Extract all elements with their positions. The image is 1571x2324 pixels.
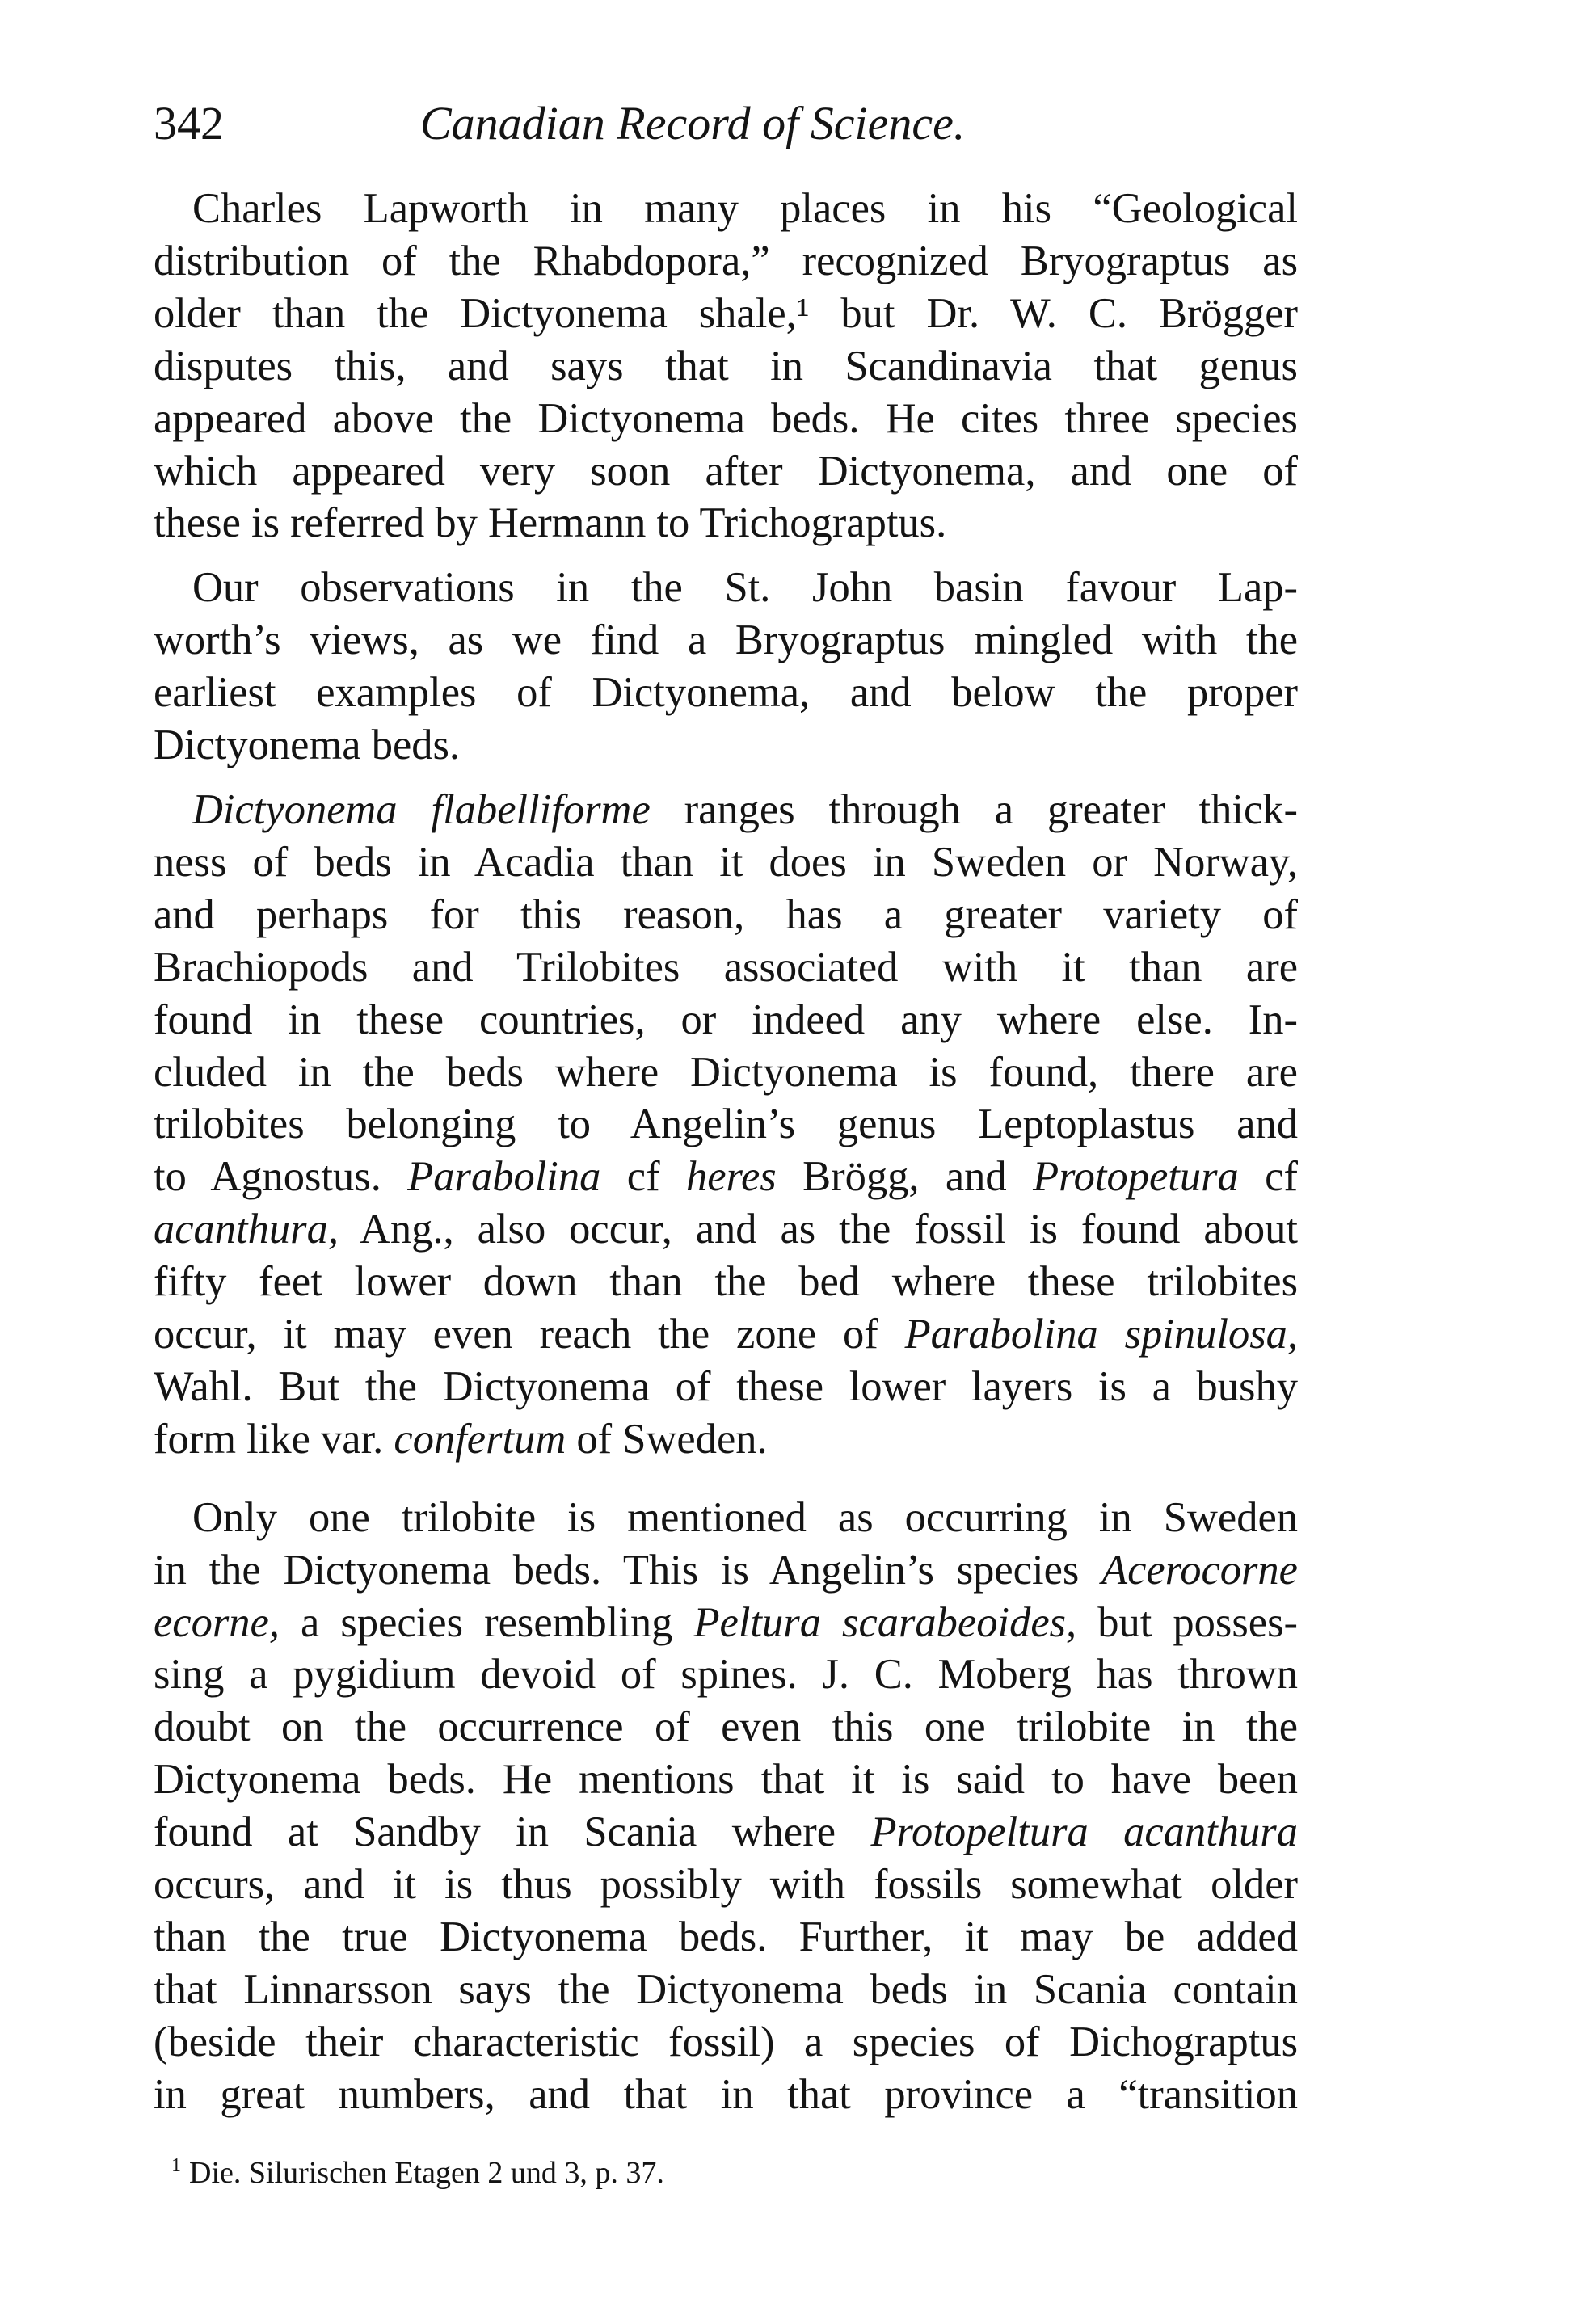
text-line: which appeared very soon after Dictyonema, and one of	[154, 447, 1298, 495]
text-line: fifty feet lower down than the bed where these trilobites	[154, 1258, 1298, 1306]
text-line: Wahl. But the Dictyonema of these lower layers is a bushy	[154, 1362, 1298, 1410]
text-line: to Agnostus. Parabolina cf heres Brögg, and Protopetura cf	[154, 1153, 1298, 1201]
text-line: that Linnarsson says the Dictyonema beds in Scania contain	[154, 1965, 1298, 2013]
text-line: acanthura, Ang., also occur, and as the fossil is found about	[154, 1206, 1298, 1253]
text-line: Dictyonema flabelliforme ranges through a greater thick-	[192, 785, 1298, 833]
text-line: trilobites belonging to Angelin’s genus Leptoplastus and	[154, 1101, 1298, 1148]
text-line: Dictyonema beds.	[154, 722, 461, 769]
text-line: than the true Dictyonema beds. Further, it may be added	[154, 1914, 1298, 1960]
footnote	[171, 2147, 664, 2191]
text-line: ecorne, a species resembling Peltura scarabeoides, but posses-	[154, 1598, 1299, 1646]
text-line: sing a pygidium devoid of spines. J. C. Moberg has thrown	[154, 1651, 1298, 1699]
text-line: distribution of the Rhabdopora,” recognized Bryograptus as	[154, 237, 1298, 284]
footnote-text: Die. Silurischen Etagen 2 und 3, p. 37.	[189, 2156, 664, 2190]
text-line: occur, it may even reach the zone of Parabolina spinulosa,	[154, 1311, 1298, 1358]
text-line: found in these countries, or indeed any where else. In-	[154, 996, 1298, 1043]
text-line: Charles Lapworth in many places in his “Geological	[192, 185, 1298, 232]
text-line: found at Sandby in Scania where Protopeltura acanthura	[154, 1808, 1298, 1856]
text-line: worth’s views, as we find a Bryograptus mingled with the	[154, 617, 1298, 664]
text-line: form like var. confertum of Sweden.	[154, 1415, 768, 1463]
paragraph	[154, 183, 1298, 549]
text-line: Our observations in the St. John basin favour Lap-	[192, 564, 1298, 612]
text-line: ness of beds in Acadia than it does in Sweden or Norway,	[154, 838, 1298, 886]
text-line: (beside their characteristic fossil) a species of Dichograptus	[154, 2018, 1298, 2065]
text-line: occurs, and it is thus possibly with fossils somewhat older	[154, 1861, 1298, 1909]
paragraph	[154, 1492, 1298, 2121]
running-title: Canadian Record of Science.	[420, 97, 966, 149]
text-line: Only one trilobite is mentioned as occurring in Sweden	[192, 1493, 1298, 1541]
footnote-marker: 1	[171, 2155, 181, 2176]
paragraph	[154, 784, 1298, 1466]
text-line: appeared above the Dictyonema beds. He cites three species	[154, 394, 1298, 442]
text-line: in great numbers, and that in that province a “transition	[154, 2070, 1298, 2118]
text-line: cluded in the beds where Dictyonema is found, there are	[154, 1048, 1298, 1096]
text-line: earliest examples of Dictyonema, and below the proper	[154, 669, 1298, 717]
text-line: older than the Dictyonema shale,¹ but Dr. W. C. Brögger	[154, 289, 1298, 337]
text-line: and perhaps for this reason, has a greater variety of	[154, 890, 1298, 938]
page-number: 342	[154, 97, 224, 149]
text-line: doubt on the occurrence of even this one trilobite in the	[154, 1703, 1298, 1751]
text-line: these is referred by Hermann to Trichograptus.	[154, 499, 947, 547]
text-line: Brachiopods and Trilobites associated with it than are	[154, 943, 1298, 991]
paragraph	[154, 562, 1298, 772]
text-line: Dictyonema beds. He mentions that it is said to have been	[154, 1756, 1298, 1804]
text-line: disputes this, and says that in Scandinavia that genus	[154, 342, 1298, 389]
text-line: in the Dictyonema beds. This is Angelin’s species Acerocorne	[154, 1546, 1298, 1594]
body-text	[154, 183, 1298, 2121]
